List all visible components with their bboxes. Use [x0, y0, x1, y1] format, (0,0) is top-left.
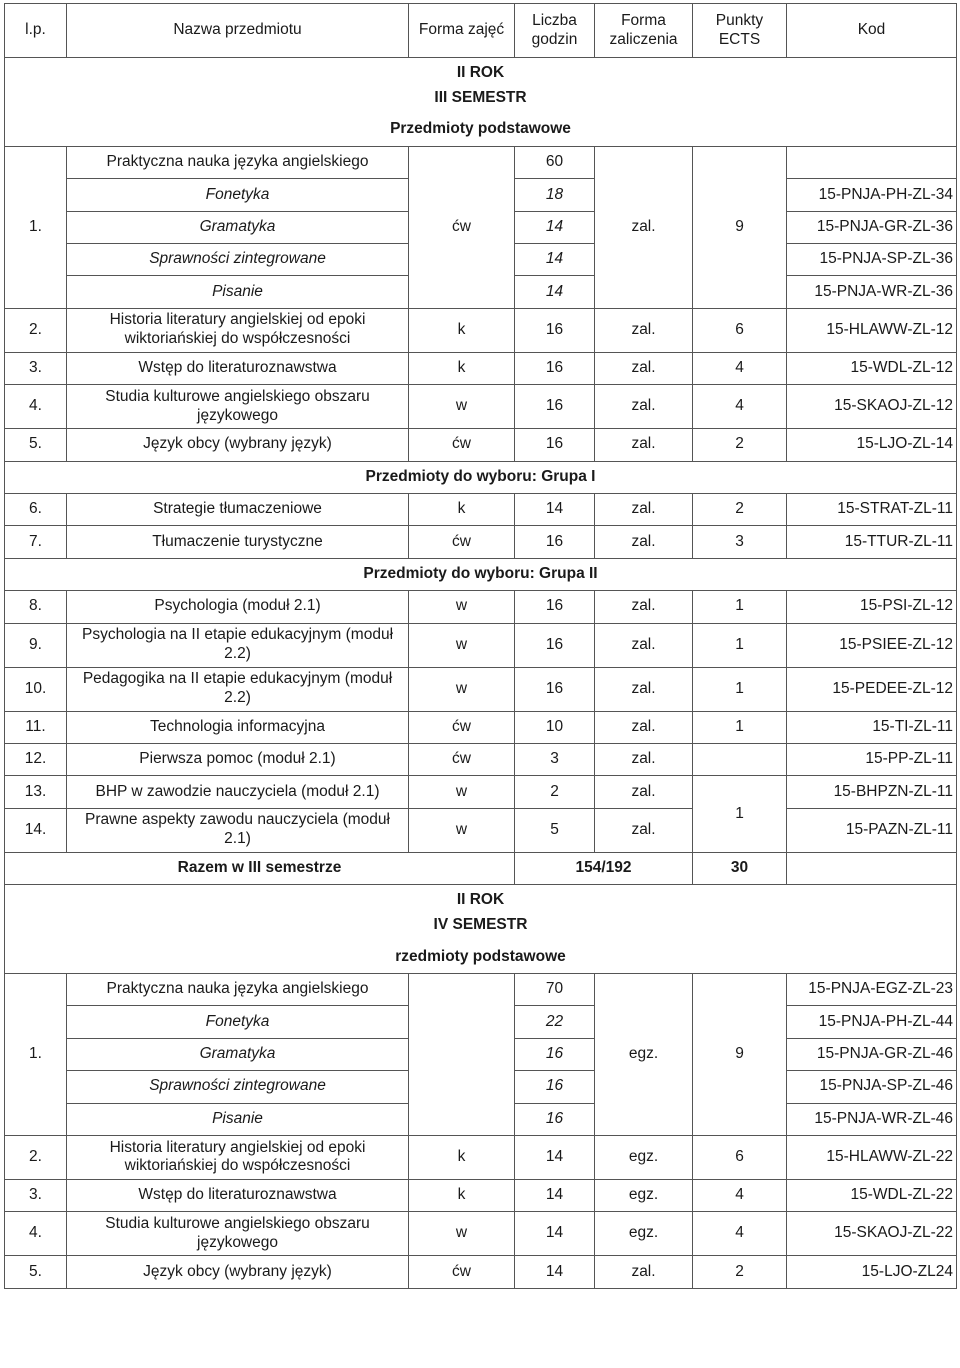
sem3-pnja-code-empty [787, 146, 957, 178]
row-code: 15-TI-ZL-11 [787, 711, 957, 743]
row-name: Tłumaczenie turystyczne [67, 526, 409, 558]
sem4-sub-name: Sprawności zintegrowane [67, 1071, 409, 1103]
row-ects: 4 [693, 1212, 787, 1256]
table-row [5, 1135, 957, 1179]
row-ects: 1 [693, 711, 787, 743]
row-hours: 16 [515, 308, 595, 352]
row-form: w [409, 808, 515, 852]
row-form: k [409, 308, 515, 352]
sem3-sub-code: 15-PNJA-PH-ZL-34 [787, 179, 957, 211]
row-credit: zal. [595, 623, 693, 667]
row-hours: 14 [515, 1212, 595, 1256]
row-name: Studia kulturowe angielskiego obszaru językowego [67, 1212, 409, 1256]
row-form: k [409, 352, 515, 384]
sem3-total-row [5, 852, 957, 884]
row-hours: 16 [515, 352, 595, 384]
row-lp: 3. [5, 1179, 67, 1211]
header-form: Forma zajęć [409, 4, 515, 58]
sem4-pnja-form [409, 974, 515, 1136]
row-name: BHP w zawodzie nauczyciela (moduł 2.1) [67, 776, 409, 808]
row-code: 15-BHPZN-ZL-11 [787, 776, 957, 808]
sem4-pnja-ects: 9 [693, 974, 787, 1136]
sem4-pnja-lp: 1. [5, 974, 67, 1136]
row-lp: 2. [5, 1135, 67, 1179]
sem4-sub-name: Gramatyka [67, 1038, 409, 1070]
row-ects: 6 [693, 1135, 787, 1179]
sem3-group2-row [5, 558, 957, 590]
sem3-total-empty [787, 852, 957, 884]
sem3-pnja-credit: zal. [595, 146, 693, 308]
row-ects: 3 [693, 526, 787, 558]
row-name: Strategie tłumaczeniowe [67, 494, 409, 526]
row-form: k [409, 1135, 515, 1179]
row-hours: 3 [515, 743, 595, 775]
row-ects: 1 [693, 776, 787, 852]
sem3-pnja-form: ćw [409, 146, 515, 308]
table-row [5, 776, 957, 808]
row-hours: 16 [515, 591, 595, 623]
sem3-sub-code: 15-PNJA-WR-ZL-36 [787, 276, 957, 308]
row-hours: 16 [515, 429, 595, 461]
row-hours: 16 [515, 385, 595, 429]
row-credit: zal. [595, 591, 693, 623]
row-code: 15-HLAWW-ZL-22 [787, 1135, 957, 1179]
sem3-total-hours: 154/192 [515, 852, 693, 884]
row-ects: 4 [693, 352, 787, 384]
row-lp: 8. [5, 591, 67, 623]
sem3-sub-hours: 18 [515, 179, 595, 211]
sem3-title-row [5, 58, 957, 115]
row-form: w [409, 776, 515, 808]
sem3-sub-hours: 14 [515, 211, 595, 243]
row-lp: 5. [5, 1256, 67, 1288]
header-credit-line2: zaliczenia [609, 30, 678, 48]
row-name: Pierwsza pomoc (moduł 2.1) [67, 743, 409, 775]
curriculum-table [4, 3, 957, 1289]
row-name: Wstęp do literaturoznawstwa [67, 1179, 409, 1211]
sem3-pnja-name: Praktyczna nauka języka angielskiego [67, 146, 409, 178]
table-row [5, 1179, 957, 1211]
row-credit: zal. [595, 352, 693, 384]
row-name: Język obcy (wybrany język) [67, 1256, 409, 1288]
row-code: 15-LJO-ZL-14 [787, 429, 957, 461]
row-ects: 4 [693, 1179, 787, 1211]
sem4-sub-hours: 22 [515, 1006, 595, 1038]
sem4-sub-name: Pisanie [67, 1103, 409, 1135]
row-hours: 10 [515, 711, 595, 743]
sem3-sub-hours: 14 [515, 276, 595, 308]
sem4-sub-hours: 16 [515, 1103, 595, 1135]
row-credit: egz. [595, 1179, 693, 1211]
sem4-sub-code: 15-PNJA-WR-ZL-46 [787, 1103, 957, 1135]
row-lp: 6. [5, 494, 67, 526]
header-lp: l.p. [5, 4, 67, 58]
header-hours-line1: Liczba [532, 11, 577, 29]
row-lp: 3. [5, 352, 67, 384]
sem3-pnja-lp: 1. [5, 146, 67, 308]
row-lp: 13. [5, 776, 67, 808]
header-hours-line2: godzin [531, 30, 578, 48]
header-hours [515, 4, 595, 58]
row-hours: 2 [515, 776, 595, 808]
sem3-total-label: Razem w III semestrze [5, 852, 515, 884]
sem3-sub-hours: 14 [515, 244, 595, 276]
table-row [5, 1212, 957, 1256]
sem3-group1-row [5, 461, 957, 493]
sem4-pnja-credit: egz. [595, 974, 693, 1136]
sem4-pnja-name: Praktyczna nauka języka angielskiego [67, 974, 409, 1006]
row-lp: 2. [5, 308, 67, 352]
row-credit: zal. [595, 494, 693, 526]
sem3-sub-name: Sprawności zintegrowane [67, 244, 409, 276]
row-name: Psychologia na II etapie edukacyjnym (moduł 2.2) [67, 623, 409, 667]
row-hours: 16 [515, 667, 595, 711]
sem4-sub-code: 15-PNJA-PH-ZL-44 [787, 1006, 957, 1038]
row-code: 15-TTUR-ZL-11 [787, 526, 957, 558]
sem3-basic-title: Przedmioty podstawowe [5, 114, 957, 146]
header-ects [693, 4, 787, 58]
table-row [5, 385, 957, 429]
header-code: Kod [787, 4, 957, 58]
row-lp: 9. [5, 623, 67, 667]
row-ects: 1 [693, 667, 787, 711]
sem4-title-row [5, 885, 957, 942]
row-ects [693, 743, 787, 775]
row-credit: zal. [595, 526, 693, 558]
row-code: 15-PSI-ZL-12 [787, 591, 957, 623]
sem3-pnja-ects: 9 [693, 146, 787, 308]
sem4-sub-code: 15-PNJA-SP-ZL-46 [787, 1071, 957, 1103]
row-code: 15-SKAOJ-ZL-12 [787, 385, 957, 429]
row-form: ćw [409, 429, 515, 461]
sem4-title [5, 885, 957, 942]
row-form: ćw [409, 1256, 515, 1288]
row-code: 15-SKAOJ-ZL-22 [787, 1212, 957, 1256]
row-code: 15-WDL-ZL-12 [787, 352, 957, 384]
row-form: k [409, 494, 515, 526]
table-header-row [5, 4, 957, 58]
row-name: Pedagogika na II etapie edukacyjnym (moduł 2.2) [67, 667, 409, 711]
row-form: w [409, 667, 515, 711]
row-hours: 14 [515, 1135, 595, 1179]
sem4-semester: IV SEMESTR [433, 916, 528, 934]
row-lp: 10. [5, 667, 67, 711]
sem4-sub-hours: 16 [515, 1071, 595, 1103]
row-code: 15-LJO-ZL24 [787, 1256, 957, 1288]
row-credit: zal. [595, 1256, 693, 1288]
table-row [5, 667, 957, 711]
table-row [5, 429, 957, 461]
row-lp: 12. [5, 743, 67, 775]
sem3-title [5, 58, 957, 115]
sem3-total-ects: 30 [693, 852, 787, 884]
sem4-pnja-row [5, 974, 957, 1006]
sem3-group1-title: Przedmioty do wyboru: Grupa I [5, 461, 957, 493]
curriculum-document [4, 3, 956, 1289]
row-form: k [409, 1179, 515, 1211]
row-hours: 16 [515, 526, 595, 558]
sem3-basic-row [5, 114, 957, 146]
row-ects: 2 [693, 429, 787, 461]
row-lp: 4. [5, 385, 67, 429]
row-credit: zal. [595, 743, 693, 775]
sem4-sub-hours: 16 [515, 1038, 595, 1070]
row-code: 15-WDL-ZL-22 [787, 1179, 957, 1211]
row-form: w [409, 591, 515, 623]
row-lp: 11. [5, 711, 67, 743]
row-name: Historia literatury angielskiej od epoki wiktoriańskiej do współczesności [67, 308, 409, 352]
row-form: w [409, 385, 515, 429]
row-credit: egz. [595, 1135, 693, 1179]
table-row [5, 623, 957, 667]
table-row [5, 743, 957, 775]
row-name: Technologia informacyjna [67, 711, 409, 743]
row-credit: zal. [595, 308, 693, 352]
row-ects: 1 [693, 591, 787, 623]
sem4-basic-title: rzedmioty podstawowe [5, 941, 957, 973]
sem4-pnja-hours: 70 [515, 974, 595, 1006]
row-lp: 7. [5, 526, 67, 558]
row-hours: 14 [515, 494, 595, 526]
row-form: w [409, 1212, 515, 1256]
table-row [5, 308, 957, 352]
table-row [5, 494, 957, 526]
row-name: Historia literatury angielskiej od epoki wiktoriańskiej do współczesności [67, 1135, 409, 1179]
row-credit: zal. [595, 667, 693, 711]
row-code: 15-PSIEE-ZL-12 [787, 623, 957, 667]
sem3-sub-name: Pisanie [67, 276, 409, 308]
table-row [5, 711, 957, 743]
row-form: ćw [409, 526, 515, 558]
sem3-sub-code: 15-PNJA-SP-ZL-36 [787, 244, 957, 276]
row-credit: zal. [595, 385, 693, 429]
sem3-semester: III SEMESTR [434, 89, 527, 106]
table-row [5, 1256, 957, 1288]
row-code: 15-STRAT-ZL-11 [787, 494, 957, 526]
row-lp: 14. [5, 808, 67, 852]
table-row [5, 352, 957, 384]
row-hours: 14 [515, 1256, 595, 1288]
row-form: ćw [409, 711, 515, 743]
sem3-group2-title: Przedmioty do wyboru: Grupa II [5, 558, 957, 590]
sem3-year: II ROK [456, 64, 505, 82]
row-name: Psychologia (moduł 2.1) [67, 591, 409, 623]
header-ects-line2: ECTS [718, 30, 761, 48]
sem3-pnja-hours: 60 [515, 146, 595, 178]
header-ects-line1: Punkty [715, 11, 764, 29]
row-hours: 16 [515, 623, 595, 667]
row-code: 15-PEDEE-ZL-12 [787, 667, 957, 711]
row-hours: 14 [515, 1179, 595, 1211]
table-row [5, 526, 957, 558]
row-code: 15-PP-ZL-11 [787, 743, 957, 775]
sem3-sub-name: Fonetyka [67, 179, 409, 211]
row-credit: zal. [595, 429, 693, 461]
row-ects: 2 [693, 1256, 787, 1288]
row-ects: 4 [693, 385, 787, 429]
row-hours: 5 [515, 808, 595, 852]
sem3-sub-name: Gramatyka [67, 211, 409, 243]
table-row [5, 808, 957, 852]
sem3-pnja-row [5, 146, 957, 178]
sem4-sub-name: Fonetyka [67, 1006, 409, 1038]
row-credit: zal. [595, 808, 693, 852]
row-form: w [409, 623, 515, 667]
sem4-pnja-code: 15-PNJA-EGZ-ZL-23 [787, 974, 957, 1006]
row-code: 15-PAZN-ZL-11 [787, 808, 957, 852]
row-name: Język obcy (wybrany język) [67, 429, 409, 461]
sem4-year: II ROK [456, 891, 505, 909]
header-credit [595, 4, 693, 58]
row-lp: 5. [5, 429, 67, 461]
row-ects: 2 [693, 494, 787, 526]
row-form: ćw [409, 743, 515, 775]
header-credit-line1: Forma [621, 11, 666, 29]
table-row [5, 591, 957, 623]
sem4-basic-row [5, 941, 957, 973]
row-name: Wstęp do literaturoznawstwa [67, 352, 409, 384]
row-name: Prawne aspekty zawodu nauczyciela (moduł 2.1) [67, 808, 409, 852]
row-lp: 4. [5, 1212, 67, 1256]
row-name: Studia kulturowe angielskiego obszaru językowego [67, 385, 409, 429]
row-ects: 1 [693, 623, 787, 667]
row-credit: zal. [595, 776, 693, 808]
sem4-sub-code: 15-PNJA-GR-ZL-46 [787, 1038, 957, 1070]
row-code: 15-HLAWW-ZL-12 [787, 308, 957, 352]
row-credit: egz. [595, 1212, 693, 1256]
header-name: Nazwa przedmiotu [67, 4, 409, 58]
sem3-sub-code: 15-PNJA-GR-ZL-36 [787, 211, 957, 243]
row-ects: 6 [693, 308, 787, 352]
row-credit: zal. [595, 711, 693, 743]
